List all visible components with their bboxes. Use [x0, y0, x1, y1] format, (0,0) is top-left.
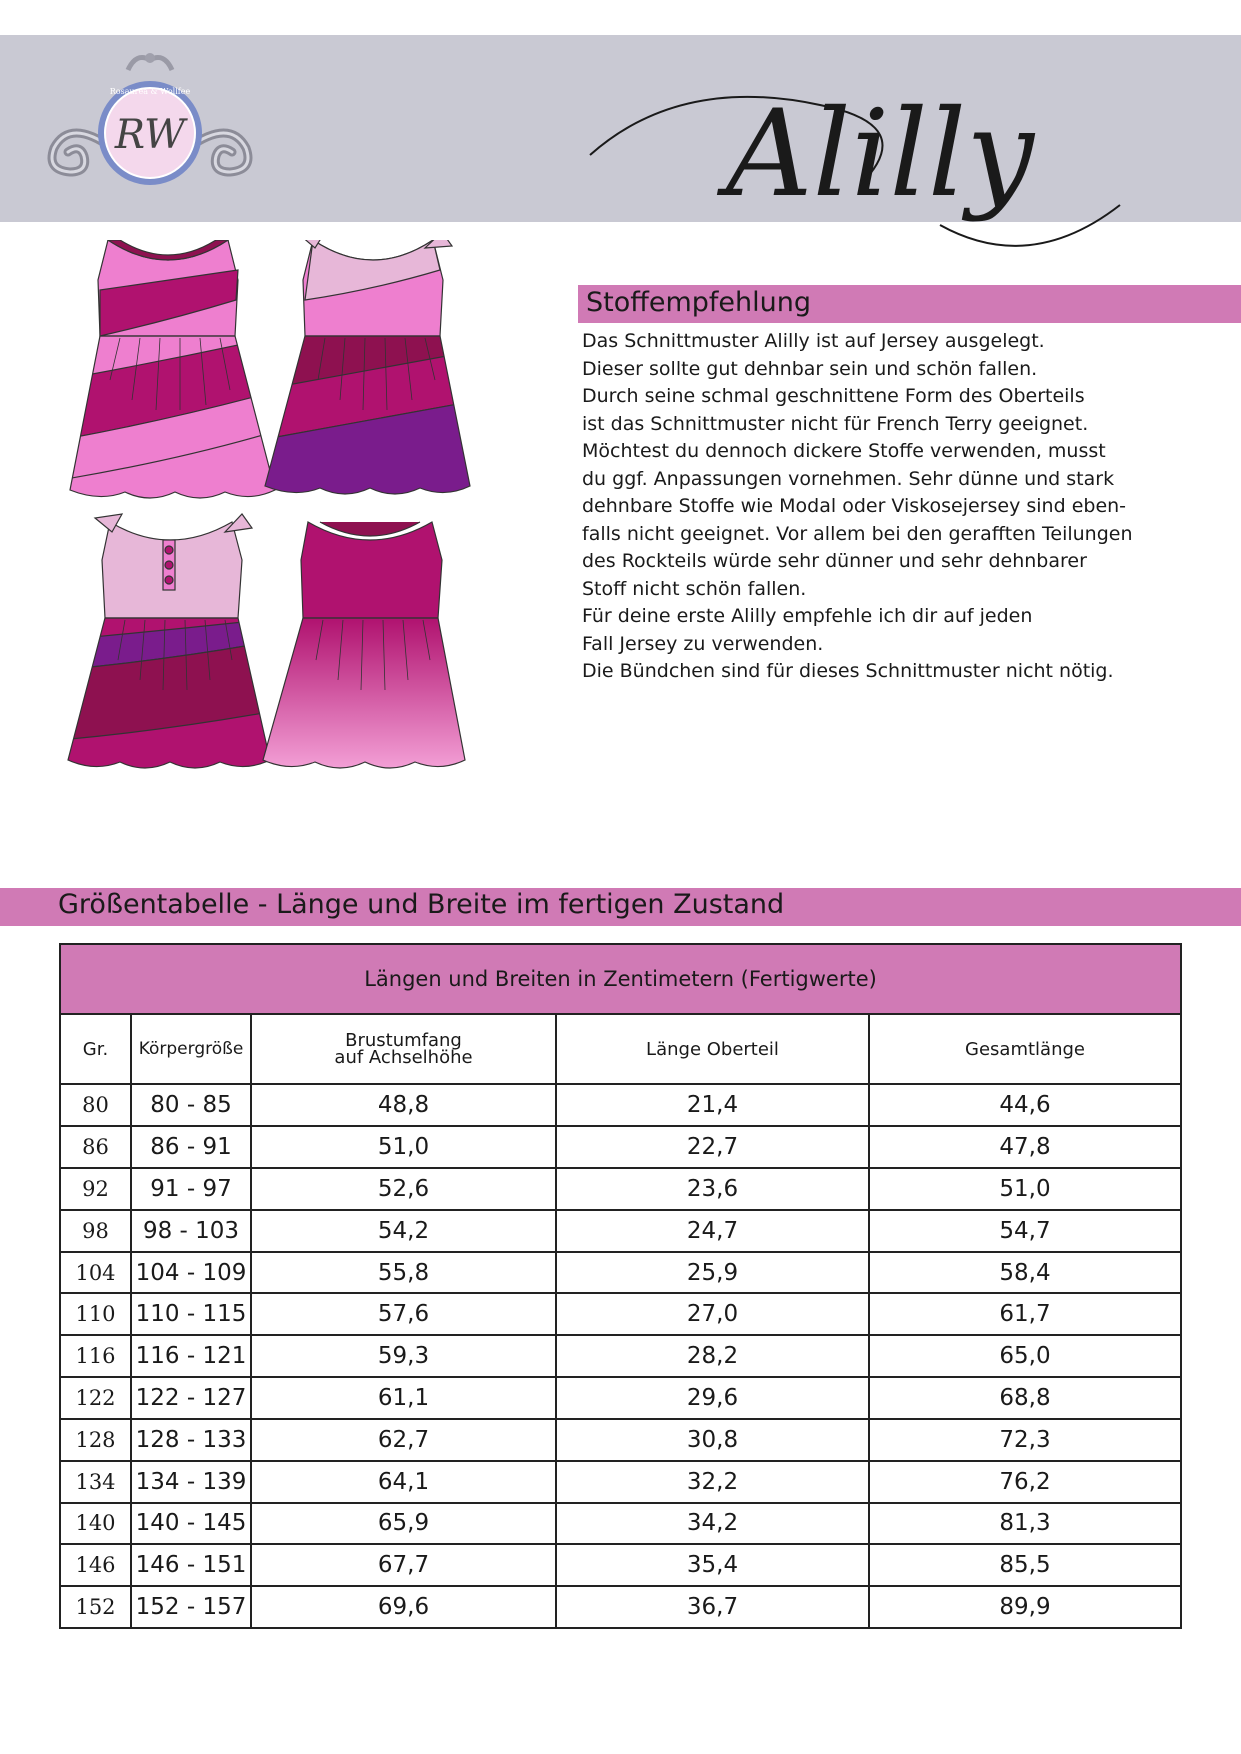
table-row — [60, 1252, 1181, 1294]
cell-gesamtlaenge: 44,6 — [869, 1084, 1181, 1126]
fabric-line: Fall Jersey zu verwenden. — [582, 632, 824, 655]
cell-gesamtlaenge: 68,8 — [869, 1377, 1181, 1419]
fabric-line: Für deine erste Alilly empfehle ich dir auf jeden — [582, 605, 1033, 627]
cell-gesamtlaenge: 76,2 — [869, 1461, 1181, 1503]
cell-koerpergroesse: 140 - 145 — [131, 1503, 251, 1545]
cell-gr: 104 — [60, 1252, 131, 1294]
cell-gesamtlaenge: 47,8 — [869, 1126, 1181, 1168]
table-row — [60, 1377, 1181, 1419]
cell-brustumfang: 55,8 — [251, 1252, 556, 1294]
cell-gr: 92 — [60, 1168, 131, 1210]
fabric-line: du ggf. Anpassungen vornehmen. Sehr dünne und stark — [582, 467, 1115, 490]
cell-laenge-oberteil: 32,2 — [556, 1461, 869, 1503]
dress-variant-2 — [260, 240, 480, 506]
cell-koerpergroesse: 91 - 97 — [131, 1168, 251, 1210]
table-row — [60, 1335, 1181, 1377]
cell-gesamtlaenge: 58,4 — [869, 1252, 1181, 1294]
size-table — [59, 943, 1182, 1629]
fabric-line: Die Bündchen sind für dieses Schnittmuster nicht nötig. — [582, 660, 1114, 682]
cell-gesamtlaenge: 89,9 — [869, 1586, 1181, 1628]
cell-laenge-oberteil: 25,9 — [556, 1252, 869, 1294]
table-row — [60, 1084, 1181, 1126]
cell-laenge-oberteil: 29,6 — [556, 1377, 869, 1419]
table-row — [60, 1293, 1181, 1335]
cell-laenge-oberteil: 34,2 — [556, 1503, 869, 1545]
cell-gr: 146 — [60, 1544, 131, 1586]
fabric-line: falls nicht geeignet. Vor allem bei den gerafften Teilungen — [582, 522, 1133, 545]
cell-gr: 110 — [60, 1293, 131, 1335]
fabric-line: des Rockteils würde sehr dünner und sehr dehnbarer — [582, 550, 1087, 572]
table-row — [60, 1503, 1181, 1545]
cell-laenge-oberteil: 22,7 — [556, 1126, 869, 1168]
fabric-text — [582, 328, 1202, 686]
cell-gesamtlaenge: 81,3 — [869, 1503, 1181, 1545]
fabric-heading: Stoffempfehlung — [586, 287, 811, 318]
table-row — [60, 1544, 1181, 1586]
col-header-koerpergroesse: Körpergröße — [131, 1014, 251, 1084]
cell-brustumfang: 51,0 — [251, 1126, 556, 1168]
size-table-heading: Größentabelle - Länge und Breite im fertigen Zustand — [58, 889, 785, 920]
cell-gesamtlaenge: 61,7 — [869, 1293, 1181, 1335]
cell-koerpergroesse: 134 - 139 — [131, 1461, 251, 1503]
cell-laenge-oberteil: 28,2 — [556, 1335, 869, 1377]
col-header-gesamtlaenge: Gesamtlänge — [869, 1014, 1181, 1084]
cell-gr: 80 — [60, 1084, 131, 1126]
cell-gesamtlaenge: 72,3 — [869, 1419, 1181, 1461]
cell-brustumfang: 65,9 — [251, 1503, 556, 1545]
cell-laenge-oberteil: 27,0 — [556, 1293, 869, 1335]
cell-brustumfang: 54,2 — [251, 1210, 556, 1252]
table-row — [60, 1210, 1181, 1252]
cell-laenge-oberteil: 24,7 — [556, 1210, 869, 1252]
cell-laenge-oberteil: 21,4 — [556, 1084, 869, 1126]
cell-gesamtlaenge: 85,5 — [869, 1544, 1181, 1586]
cell-brustumfang: 61,1 — [251, 1377, 556, 1419]
fabric-line: Stoff nicht schön fallen. — [582, 577, 807, 600]
col-header-brustumfang — [251, 1014, 556, 1084]
cell-gr: 116 — [60, 1335, 131, 1377]
fabric-line: Das Schnittmuster Alilly ist auf Jersey ausgelegt. — [582, 330, 1045, 352]
size-table-caption: Längen und Breiten in Zentimetern (Fertigwerte) — [60, 944, 1181, 1014]
dress-illustrations — [60, 240, 530, 880]
table-row — [60, 1168, 1181, 1210]
cell-koerpergroesse: 86 - 91 — [131, 1126, 251, 1168]
cell-laenge-oberteil: 36,7 — [556, 1586, 869, 1628]
fabric-line: Möchtest du dennoch dickere Stoffe verwenden, musst — [582, 440, 1106, 462]
pattern-name: Alilly — [726, 85, 1034, 224]
pattern-title — [560, 35, 1200, 275]
cell-gr: 86 — [60, 1126, 131, 1168]
cell-koerpergroesse: 122 - 127 — [131, 1377, 251, 1419]
fabric-line: ist das Schnittmuster nicht für French Terry geeignet. — [582, 412, 1089, 435]
fabric-line: Durch seine schmal geschnittene Form des Oberteils — [582, 385, 1085, 407]
col-header-laenge-oberteil: Länge Oberteil — [556, 1014, 869, 1084]
cell-brustumfang: 52,6 — [251, 1168, 556, 1210]
dress-variant-1 — [60, 240, 280, 506]
cell-brustumfang: 67,7 — [251, 1544, 556, 1586]
cell-brustumfang: 48,8 — [251, 1084, 556, 1126]
cell-koerpergroesse: 98 - 103 — [131, 1210, 251, 1252]
table-row — [60, 1586, 1181, 1628]
brand-logo — [40, 48, 260, 208]
cell-brustumfang: 69,6 — [251, 1586, 556, 1628]
cell-koerpergroesse: 80 - 85 — [131, 1084, 251, 1126]
cell-brustumfang: 64,1 — [251, 1461, 556, 1503]
cell-laenge-oberteil: 30,8 — [556, 1419, 869, 1461]
cell-gr: 152 — [60, 1586, 131, 1628]
cell-gesamtlaenge: 54,7 — [869, 1210, 1181, 1252]
fabric-line: dehnbare Stoffe wie Modal oder Viskosejersey sind eben- — [582, 495, 1127, 517]
logo-monogram: RW — [114, 112, 186, 158]
cell-gesamtlaenge: 51,0 — [869, 1168, 1181, 1210]
dress-variant-3 — [60, 514, 280, 778]
col-header-brustumfang-line2: auf Achselhöhe — [334, 1047, 473, 1069]
cell-gr: 134 — [60, 1461, 131, 1503]
col-header-gr: Gr. — [60, 1014, 131, 1084]
cell-gr: 128 — [60, 1419, 131, 1461]
cell-gr: 98 — [60, 1210, 131, 1252]
cell-koerpergroesse: 128 - 133 — [131, 1419, 251, 1461]
cell-gr: 140 — [60, 1503, 131, 1545]
size-table-body — [60, 1084, 1181, 1628]
cell-laenge-oberteil: 35,4 — [556, 1544, 869, 1586]
cell-gesamtlaenge: 65,0 — [869, 1335, 1181, 1377]
table-row — [60, 1419, 1181, 1461]
table-row — [60, 1461, 1181, 1503]
cell-koerpergroesse: 152 - 157 — [131, 1586, 251, 1628]
cell-koerpergroesse: 110 - 115 — [131, 1293, 251, 1335]
logo-brand-text: Rosaurea & Wollfee — [109, 87, 191, 96]
cell-koerpergroesse: 104 - 109 — [131, 1252, 251, 1294]
cell-laenge-oberteil: 23,6 — [556, 1168, 869, 1210]
cell-brustumfang: 59,3 — [251, 1335, 556, 1377]
dress-variant-4 — [260, 522, 480, 778]
cell-brustumfang: 57,6 — [251, 1293, 556, 1335]
col-header-brustumfang-line1: Brustumfang — [345, 1030, 462, 1052]
cell-koerpergroesse: 146 - 151 — [131, 1544, 251, 1586]
fabric-line: Dieser sollte gut dehnbar sein und schön fallen. — [582, 357, 1038, 380]
cell-brustumfang: 62,7 — [251, 1419, 556, 1461]
cell-gr: 122 — [60, 1377, 131, 1419]
cell-koerpergroesse: 116 - 121 — [131, 1335, 251, 1377]
table-row — [60, 1126, 1181, 1168]
